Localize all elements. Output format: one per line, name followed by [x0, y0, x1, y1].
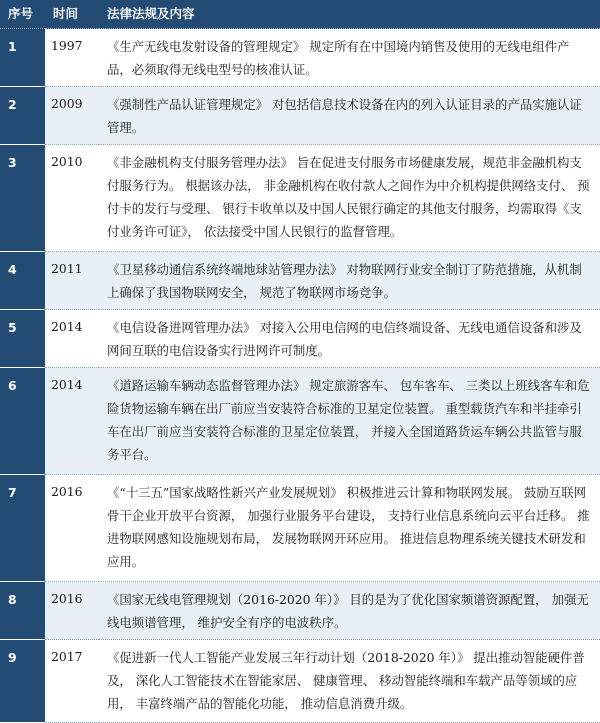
row-year: 2010: [45, 145, 99, 252]
table-row: [0, 582, 600, 640]
table-row: [0, 310, 600, 368]
table-row: [0, 29, 600, 87]
row-year: 2017: [45, 640, 99, 723]
row-index: 6: [0, 368, 45, 475]
row-content: 《电信设备进网管理办法》 对接入公用电信网的电信终端设备、无线电通信设备和涉及网间互联的电信设备实行进网许可制度。: [99, 310, 600, 368]
row-content: 《促进新一代人工智能产业发展三年行动计划（2018-2020 年）》 提出推动智能硬件普及， 深化人工智能技术在智能家居、 健康管理、 移动智能终端和车载产品等领域的应用， 丰富终端产品的智能化功能， 推动信息消费升级。: [99, 640, 600, 723]
table-row: [0, 640, 600, 723]
row-content: 《道路运输车辆动态监督管理办法》 规定旅游客车、 包车客车、 三类以上班线客车和危险货物运输车辆在出厂前应当安装符合标准的卫星定位装置。 重型载货汽车和半挂牵引车在出厂前应当安装符合标准的卫星定位装置， 并接入全国道路货运车辆公共监管与服务平台。: [99, 368, 600, 475]
row-year: 2014: [45, 368, 99, 475]
row-index: 5: [0, 310, 45, 368]
row-content: 《国家无线电管理规划（2016-2020 年）》 目的是为了优化国家频谱资源配置， 加强无线电频谱管理， 维护安全有序的电波秩序。: [99, 582, 600, 640]
table-header-row: [0, 0, 600, 29]
row-year: 2016: [45, 582, 99, 640]
header-index: 序号: [0, 0, 45, 29]
table-row: [0, 145, 600, 252]
header-content: 法律法规及内容: [99, 0, 600, 29]
row-content: 《强制性产品认证管理规定》 对包括信息技术设备在内的列入认证目录的产品实施认证管理。: [99, 87, 600, 145]
row-index: 2: [0, 87, 45, 145]
header-year: 时间: [45, 0, 99, 29]
table-row: [0, 252, 600, 310]
table-row: [0, 475, 600, 582]
row-index: 1: [0, 29, 45, 87]
row-index: 3: [0, 145, 45, 252]
row-year: 2014: [45, 310, 99, 368]
row-year: 2016: [45, 475, 99, 582]
row-year: 2009: [45, 87, 99, 145]
row-year: 2011: [45, 252, 99, 310]
row-index: 4: [0, 252, 45, 310]
table-row: [0, 368, 600, 475]
row-year: 1997: [45, 29, 99, 87]
row-index: 9: [0, 640, 45, 723]
row-content: 《生产无线电发射设备的管理规定》 规定所有在中国境内销售及使用的无线电组件产品，必须取得无线电型号的核准认证。: [99, 29, 600, 87]
row-index: 8: [0, 582, 45, 640]
row-content: 《“十三五”国家战略性新兴产业发展规划》 积极推进云计算和物联网发展。 鼓励互联网骨干企业开放平台资源， 加强行业服务平台建设， 支持行业信息系统向云平台迁移。 推进物联网感知设施规划布局， 发展物联网开环应用。 推进信息物理系统关键技术研发和应用。: [99, 475, 600, 582]
row-content: 《非金融机构支付服务管理办法》 旨在促进支付服务市场健康发展，规范非金融机构支付服务行为。 根据该办法， 非金融机构在收付款人之间作为中介机构提供网络支付、 预付卡的发行与受理、 银行卡收单以及中国人民银行确定的其他支付服务，均需取得《支付业务许可证》， 依法接受中国人民银行的监督管理。: [99, 145, 600, 252]
table-row: [0, 87, 600, 145]
row-index: 7: [0, 475, 45, 582]
row-content: 《卫星移动通信系统终端地球站管理办法》 对物联网行业安全制订了防范措施，从机制上确保了我国物联网安全， 规范了物联网市场竞争。: [99, 252, 600, 310]
